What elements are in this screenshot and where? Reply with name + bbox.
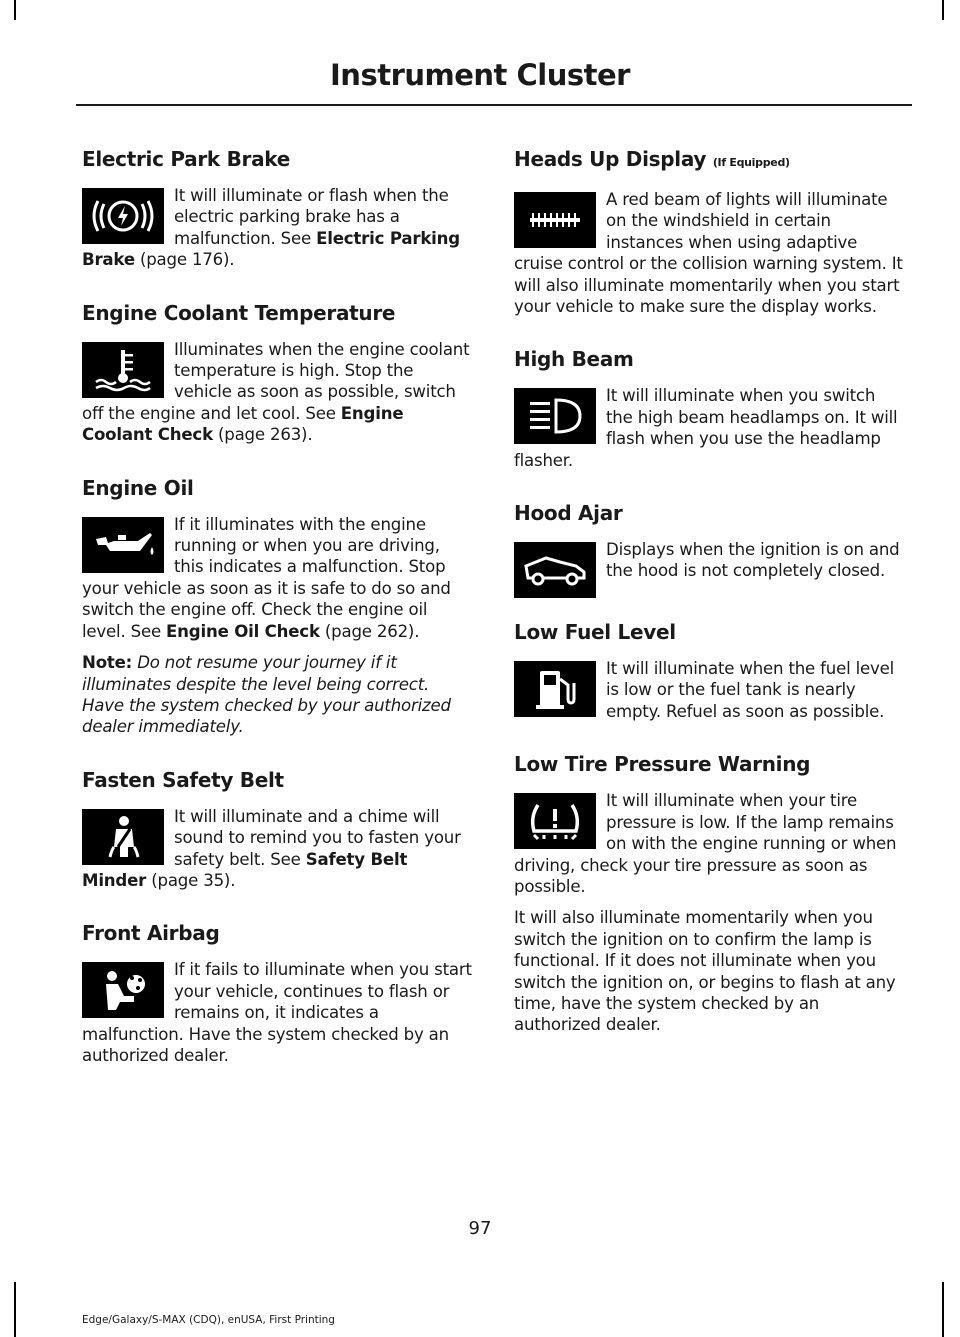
crop-mark xyxy=(942,1282,944,1337)
edition-footer: Edge/Galaxy/S-MAX (CDQ), enUSA, First Printing xyxy=(82,1314,335,1326)
section-body: Displays when the ignition is on and the hood is not completely closed. xyxy=(606,540,900,581)
section-body: If it fails to illuminate when you start your vehicle, continues to flash or remains on, it indicates a malfunction. Have the system checked by an authorized dealer. xyxy=(82,960,472,1065)
section-heading: Low Tire Pressure Warning xyxy=(514,752,811,777)
park-brake-fault-icon xyxy=(82,188,164,244)
section-body: A red beam of lights will illuminate on the windshield in certain instances when using adaptive cruise control or the collision warning system. It will also illuminate momentarily when you start your vehicle to make sure the display works. xyxy=(514,190,903,317)
heading-text: Heads Up Display xyxy=(514,147,707,171)
body-text: Illuminates when the engine coolant temperature is high. Stop the vehicle as soon as possible, switch off the engine and let cool. See xyxy=(82,339,470,423)
section-fasten-safety-belt xyxy=(82,766,474,902)
section-heading: Front Airbag xyxy=(82,921,220,946)
section-electric-park-brake xyxy=(82,145,474,281)
section-heading: Electric Park Brake xyxy=(82,147,291,171)
page-reference: (page 262). xyxy=(319,621,420,641)
heads-up-display-icon xyxy=(514,192,596,248)
crop-mark xyxy=(14,0,16,20)
heading-qualifier: (If Equipped) xyxy=(712,156,790,169)
section-heading: Hood Ajar xyxy=(514,501,623,526)
page-reference: (page 176). xyxy=(134,250,235,270)
section-high-beam xyxy=(514,345,906,481)
coolant-temperature-icon xyxy=(82,342,164,398)
left-column xyxy=(82,145,474,1094)
page-reference: (page 263). xyxy=(212,425,313,445)
cross-reference-link[interactable]: Safety Belt Minder xyxy=(82,849,408,890)
section-body: It will illuminate when the fuel level is low or the fuel tank is nearly empty. Refuel as soon as possible. xyxy=(606,659,895,721)
right-column xyxy=(514,145,906,1064)
section-engine-coolant xyxy=(82,299,474,456)
crop-mark xyxy=(14,1282,16,1337)
airbag-icon xyxy=(82,962,164,1018)
section-body: It will illuminate when you switch the high beam headlamps on. It will flash when you use the headlamp flasher. xyxy=(514,386,898,470)
tire-pressure-icon xyxy=(514,793,596,849)
section-engine-oil xyxy=(82,474,474,748)
oil-can-icon xyxy=(82,517,164,573)
header-rule xyxy=(76,104,912,106)
page-reference: (page 35). xyxy=(146,870,236,890)
section-hood-ajar xyxy=(514,499,906,600)
seatbelt-icon xyxy=(82,809,164,865)
section-front-airbag xyxy=(82,919,474,1076)
section-heads-up-display xyxy=(514,145,906,327)
crop-mark xyxy=(942,0,944,20)
page-number: 97 xyxy=(468,1218,492,1239)
body-text: If it illuminates with the engine running or when you are driving, this indicates a malfunction. Stop your vehicle as soon as it is safe to do so and switch the engine off. Check the engine oil level. See xyxy=(82,514,451,641)
section-heading: Low Fuel Level xyxy=(514,620,676,645)
section-low-fuel-level xyxy=(514,618,906,732)
section-body: It will illuminate when your tire pressure is low. If the lamp remains on with the engine running or when driving, check your tire pressure as soon as possible. xyxy=(514,791,897,896)
note-label: Note: xyxy=(82,653,133,673)
section-heading: Engine Coolant Temperature xyxy=(82,300,396,325)
high-beam-icon xyxy=(514,388,596,444)
section-body: It will also illuminate momentarily when you switch the ignition on to confirm the lamp is functional. If it does not illuminate when you switch the ignition on, or begins to flash at any time, have the system checked by an authorized dealer. xyxy=(514,908,896,1035)
note-text: Do not resume your journey if it illuminates despite the level being correct. Have the system checked by your authorized dealer immediately. xyxy=(82,653,451,737)
hood-ajar-icon xyxy=(514,542,596,598)
section-heading: High Beam xyxy=(514,347,634,372)
page-title: Instrument Cluster xyxy=(330,58,630,92)
cross-reference-link[interactable]: Engine Coolant Check xyxy=(82,403,404,445)
body-text: It will illuminate or flash when the electric parking brake has a malfunction. See xyxy=(174,186,449,248)
fuel-pump-icon xyxy=(514,661,596,717)
section-low-tire-pressure xyxy=(514,750,906,1045)
body-text: It will illuminate and a chime will sound to remind you to fasten your safety belt. See xyxy=(174,806,461,869)
note xyxy=(82,652,474,738)
section-heading: Fasten Safety Belt xyxy=(82,767,284,792)
section-heading: Engine Oil xyxy=(82,475,194,500)
cross-reference-link[interactable]: Electric Parking Brake xyxy=(82,228,460,270)
section-heading xyxy=(514,145,906,177)
cross-reference-link[interactable]: Engine Oil Check xyxy=(166,621,320,641)
